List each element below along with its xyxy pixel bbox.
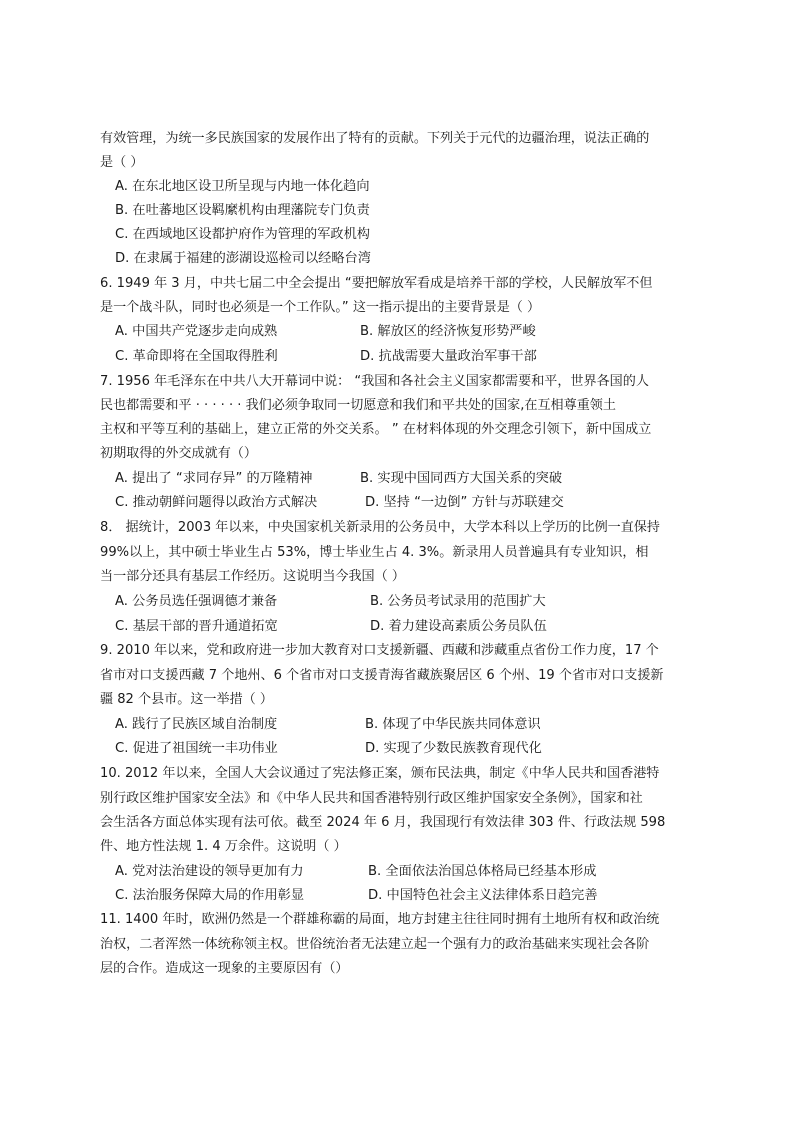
q11-stem-line-2: 治权，二者浑然一体统称领主权。世俗统治者无法建立起一个强有力的政治基础来实现社会各阶 — [100, 937, 650, 952]
q10-option-b: B. 全面依法治国总体格局已经基本形成 — [368, 864, 597, 879]
q11-stem-line-1: 11. 1400 年时，欧洲仍然是一个群雄称霸的局面，地方封建主往往同时拥有土地所有权和政治统 — [100, 912, 660, 927]
q10-stem-line-2: 别行政区维护国家安全法》和《中华人民共和国香港特别行政区维护国家安全条例》，国家和社 — [100, 791, 643, 806]
q9-option-c: C. 促进了祖国统一丰功伟业 — [115, 741, 278, 756]
q9-stem-line-2: 省市对口支援西藏 7 个地州、6 个省市对口支援青海省藏族聚居区 6 个州、19 个省市对口支援新 — [100, 668, 664, 683]
q10-stem-line-3: 会生活各方面总体实现有法可依。截至 2024 年 6 月，我国现行有效法律 303 件、行政法规 598 — [100, 815, 666, 830]
q8-option-b: B. 公务员考试录用的范围扩大 — [370, 594, 546, 609]
q8-option-a: A. 公务员选任强调德才兼备 — [115, 594, 278, 609]
q8-option-d: D. 着力建设高素质公务员队伍 — [370, 619, 547, 634]
q8-stem-line-2: 99%以上，其中硕士毕业生占 53%，博士毕业生占 4. 3%。新录用人员普遍具有专业知识，相 — [100, 545, 649, 560]
q5-option-a: A. 在东北地区设卫所呈现与内地一体化趋向 — [115, 179, 370, 194]
q6-stem-line-1: 6. 1949 年 3 月，中共七届二中全会提出 “要把解放军看成是培养干部的学校，人民解放军不但 — [100, 276, 653, 291]
q5-option-b: B. 在吐蕃地区设羁縻机构由理藩院专门负责 — [115, 203, 370, 218]
q9-option-d: D. 实现了少数民族教育现代化 — [365, 741, 542, 756]
q9-option-a: A. 践行了民族区域自治制度 — [115, 717, 278, 732]
q8-option-c: C. 基层干部的晋升通道拓宽 — [115, 619, 278, 634]
q5-option-c: C. 在西域地区设都护府作为管理的军政机构 — [115, 227, 370, 242]
q9-stem-line-1: 9. 2010 年以来，党和政府进一步加大教育对口支援新疆、西藏和涉藏重点省份工作力度，17 个 — [100, 643, 659, 658]
q10-option-d: D. 中国特色社会主义法律体系日趋完善 — [368, 888, 598, 903]
q7-stem-line-4: 初期取得的外交成就有（） — [100, 446, 257, 461]
q10-option-a: A. 党对法治建设的领导更加有力 — [115, 864, 304, 879]
q8-stem-line-1: 8． 据统计，2003 年以来，中央国家机关新录用的公务员中，大学本科以上学历的比例一直保持 — [100, 520, 660, 535]
q6-option-d: D. 抗战需要大量政治军事干部 — [360, 349, 537, 364]
q9-stem-line-3: 疆 82 个县市。这一举措（ ） — [100, 692, 273, 707]
q5-stem-line-1: 有效管理，为统一多民族国家的发展作出了特有的贡献。下列关于元代的边疆治理，说法正确的 — [100, 131, 650, 146]
q5-stem-line-2: 是（ ） — [100, 155, 144, 170]
q11-stem-line-3: 层的合作。造成这一现象的主要原因有（） — [100, 961, 349, 976]
q6-stem-line-2: 是一个战斗队，同时也必须是一个工作队。” 这一指示提出的主要背景是（ ） — [100, 300, 541, 315]
q6-option-b: B. 解放区的经济恢复形势严峻 — [360, 324, 536, 339]
q7-stem-line-2: 民也都需要和平 · · · · · · 我们必须争取同一切愿意和我们和平共处的国家,在互相尊重领土 — [100, 398, 616, 413]
q6-option-a: A. 中国共产党逐步走向成熟 — [115, 324, 278, 339]
q7-option-a: A. 提出了 “求同存异” 的万隆精神 — [115, 471, 313, 486]
q5-option-d: D. 在隶属于福建的澎湖设巡检司以经略台湾 — [115, 251, 371, 266]
q7-option-d: D. 坚持 “一边倒” 方针与苏联建交 — [365, 495, 564, 510]
q7-stem-line-3: 主权和平等互利的基础上，建立正常的外交关系。 ” 在材料体现的外交理念引领下，新中国成立 — [100, 422, 652, 437]
q7-option-c: C. 推动朝鲜问题得以政治方式解决 — [115, 495, 318, 510]
q8-stem-line-3: 当一部分还具有基层工作经历。这说明当今我国（ ） — [100, 569, 405, 584]
q10-stem-line-1: 10. 2012 年以来，全国人大会议通过了宪法修正案，颁布民法典，制定《中华人民共和国香港特 — [100, 766, 660, 781]
q10-stem-line-4: 件、地方性法规 1. 4 万余件。这说明（ ） — [100, 839, 347, 854]
q6-option-c: C. 革命即将在全国取得胜利 — [115, 349, 278, 364]
q7-stem-line-1: 7. 1956 年毛泽东在中共八大开幕词中说： “我国和各社会主义国家都需要和平，世界各国的人 — [100, 374, 649, 389]
q7-option-b: B. 实现中国同西方大国关系的突破 — [360, 471, 563, 486]
q9-option-b: B. 体现了中华民族共同体意识 — [365, 717, 541, 732]
q10-option-c: C. 法治服务保障大局的作用彰显 — [115, 888, 305, 903]
